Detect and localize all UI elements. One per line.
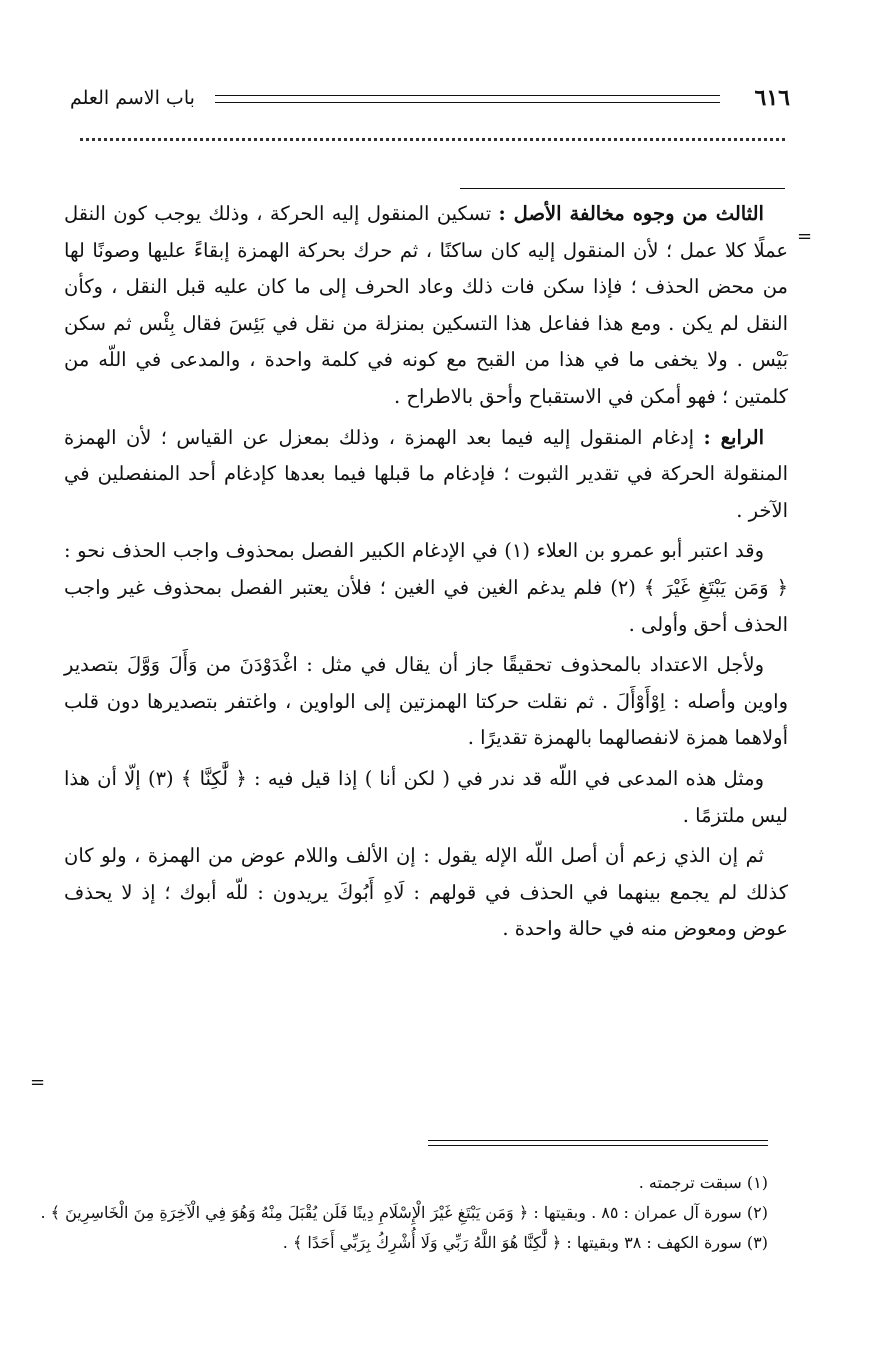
chapter-title: باب الاسم العلم bbox=[70, 87, 195, 109]
page-number: ٦١٦ bbox=[754, 85, 790, 111]
dotted-separator bbox=[80, 138, 785, 141]
footnote-rule bbox=[428, 1140, 768, 1146]
body-text bbox=[64, 196, 788, 952]
paragraph-text: وقد اعتبر أبو عمرو بن العلاء (١) في الإدغام الكبير الفصل بمحذوف واجب الحذف نحو : ﴿ وَمَن يَبْتَغِ غَيْرَ ﴾ (٢) فلم يدغم الغين في الغين ؛ فلأن يعتبر الفصل بمحذوف غير واجب الحذف أحق وأولى . bbox=[64, 539, 788, 636]
header-rule bbox=[215, 95, 720, 103]
footnote-1: (١) سبقت ترجمته . bbox=[638, 1173, 768, 1192]
footnotes bbox=[40, 1168, 768, 1258]
paragraph-5 bbox=[64, 761, 788, 834]
paragraph-lead: الرابع : bbox=[703, 425, 764, 449]
paragraph-lead: الثالث من وجوه مخالفة الأصل : bbox=[498, 202, 764, 225]
margin-mark-bottom: = bbox=[30, 1072, 46, 1093]
paragraph-2 bbox=[64, 420, 788, 530]
paragraph-1 bbox=[64, 196, 788, 416]
paragraph-text: تسكين المنقول إليه الحركة ، وذلك يوجب كون النقل عملًا كلا عمل ؛ لأن المنقول إليه كان ساكنًا ، ثم حرك بحركة الهمزة إبقاءً عليها وصونًا لها من محض الحذف ؛ فإذا سكن فات ذلك وعاد الحرف إلى ما كان عليه قبل النقل ، وكأن النقل لم يكن . ومع هذا ففاعل هذا التسكين بمنزلة من نقل في بَئِسَ فقال بِئْس ثم سكن بَيْس . ولا يخفى ما في هذا من القبح مع كونه في كلمة واحدة ، والمدعى في اللّه من كلمتين ؛ فهو أمكن في الاستقباح وأحق بالاطراح . bbox=[64, 202, 788, 408]
paragraph-4 bbox=[64, 647, 788, 757]
footnote-3: (٣) سورة الكهف : ٣٨ وبقيتها : ﴿ لَّٰكِنَّا هُوَ اللَّهُ رَبِّي وَلَا أُشْرِكُ بِرَبِّي أَحَدًا ﴾ . bbox=[282, 1233, 768, 1252]
paragraph-text: إدغام المنقول إليه فيما بعد الهمزة ، وذلك بمعزل عن القياس ؛ لأن الهمزة المنقولة الحركة في تقدير الثبوت ؛ فإدغام ما قبلها فيما بعدها كإدغام أحد المنفصلين في الآخر . bbox=[64, 425, 788, 522]
paragraph-3 bbox=[64, 533, 788, 643]
paragraph-text: ثم إن الذي زعم أن أصل اللّه الإله يقول : إن الألف واللام عوض من الهمزة ، ولو كان كذلك لم يجمع بينهما في الحذف في قولهم : لَاهِ أَبُوكَ يريدون : للّه أبوك ؛ إذ لا يحذف عوض ومعوض منه في حالة واحدة . bbox=[64, 844, 788, 941]
footnote-2: (٢) سورة آل عمران : ٨٥ . وبقيتها : ﴿ وَمَن يَبْتَغِ غَيْرَ الْإِسْلَامِ دِينًا فَلَن يُقْبَلَ مِنْهُ وَهُوَ فِي الْآخِرَةِ مِنَ الْخَاسِرِينَ ﴾ . bbox=[40, 1203, 768, 1222]
section-rule bbox=[460, 188, 785, 189]
margin-mark-top: = bbox=[797, 226, 813, 247]
paragraph-text: ومثل هذه المدعى في اللّه قد ندر في ( لكن أنا ) إذا قيل فيه : ﴿ لَّٰكِنَّا ﴾ (٣) إلّا أن هذا ليس ملتزمًا . bbox=[64, 766, 788, 827]
paragraph-6 bbox=[64, 838, 788, 948]
paragraph-text: ولأجل الاعتداد بالمحذوف تحقيقًا جاز أن يقال في مثل : اغْدَوْدَنَ من وَأَلَ وَوَّلَ بتصدير واوين وأصله : اِوْأَوْأَلَ . ثم نقلت حركتا الهمزتين إلى الواوين ، واغتفر بتصديرها دون قلب أولاهما همزة لانفصالهما بالهمزة تقديرًا . bbox=[64, 653, 788, 750]
